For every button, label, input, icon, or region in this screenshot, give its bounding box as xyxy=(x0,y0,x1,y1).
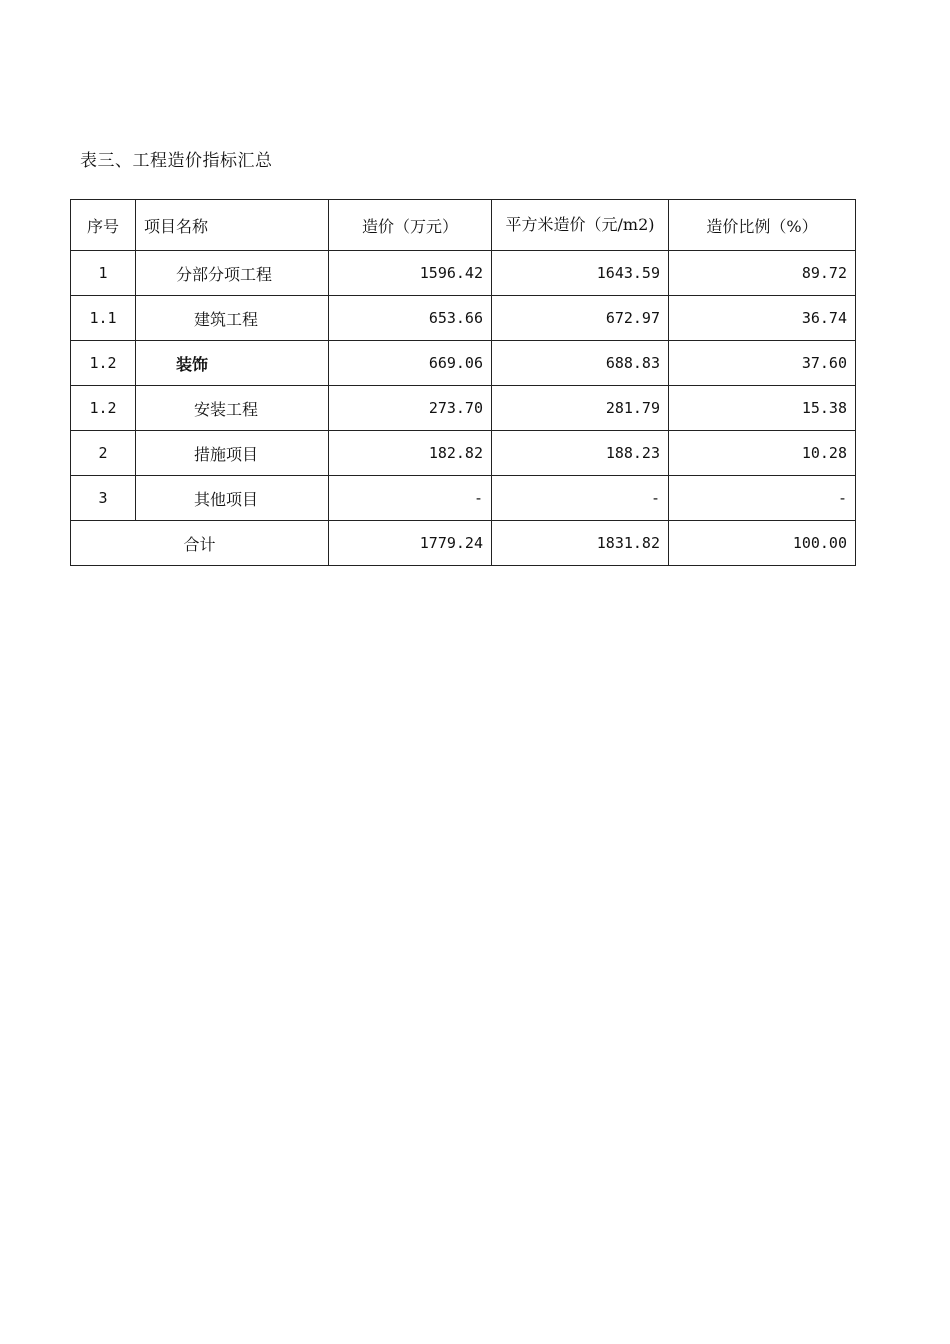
header-unit-cost: 平方米造价（元/m2) xyxy=(492,200,669,251)
row-cost: 1596.42 xyxy=(329,251,492,296)
header-index: 序号 xyxy=(71,200,136,251)
row-name: 措施项目 xyxy=(136,431,329,476)
row-name: 建筑工程 xyxy=(136,296,329,341)
row-unit-cost: 1643.59 xyxy=(492,251,669,296)
row-index: 1.2 xyxy=(71,386,136,431)
row-cost: - xyxy=(329,476,492,521)
table-row xyxy=(71,296,856,341)
header-name: 项目名称 xyxy=(136,200,329,251)
row-unit-cost: 688.83 xyxy=(492,341,669,386)
table-row xyxy=(71,251,856,296)
row-name: 装饰 xyxy=(136,341,329,386)
table-caption: 表三、工程造价指标汇总 xyxy=(80,151,273,171)
table-total-row xyxy=(71,521,856,566)
row-ratio: 37.60 xyxy=(669,341,856,386)
row-index: 1.1 xyxy=(71,296,136,341)
row-ratio: 36.74 xyxy=(669,296,856,341)
row-unit-cost: 188.23 xyxy=(492,431,669,476)
row-name: 其他项目 xyxy=(136,476,329,521)
table-header-row xyxy=(71,200,856,251)
row-ratio: 89.72 xyxy=(669,251,856,296)
row-name: 安装工程 xyxy=(136,386,329,431)
total-label: 合计 xyxy=(71,521,329,566)
row-cost: 182.82 xyxy=(329,431,492,476)
table-row xyxy=(71,476,856,521)
table-row xyxy=(71,386,856,431)
row-ratio: 15.38 xyxy=(669,386,856,431)
header-ratio: 造价比例（%） xyxy=(669,200,856,251)
row-index: 3 xyxy=(71,476,136,521)
row-ratio: 10.28 xyxy=(669,431,856,476)
row-index: 2 xyxy=(71,431,136,476)
row-cost: 273.70 xyxy=(329,386,492,431)
row-index: 1.2 xyxy=(71,341,136,386)
row-index: 1 xyxy=(71,251,136,296)
total-cost: 1779.24 xyxy=(329,521,492,566)
row-unit-cost: - xyxy=(492,476,669,521)
row-unit-cost: 672.97 xyxy=(492,296,669,341)
table-row xyxy=(71,431,856,476)
table-row xyxy=(71,341,856,386)
row-ratio: - xyxy=(669,476,856,521)
total-ratio: 100.00 xyxy=(669,521,856,566)
cost-summary-table xyxy=(70,199,856,566)
total-unit-cost: 1831.82 xyxy=(492,521,669,566)
row-name: 分部分项工程 xyxy=(136,251,329,296)
header-cost: 造价（万元） xyxy=(329,200,492,251)
row-cost: 669.06 xyxy=(329,341,492,386)
row-unit-cost: 281.79 xyxy=(492,386,669,431)
row-cost: 653.66 xyxy=(329,296,492,341)
